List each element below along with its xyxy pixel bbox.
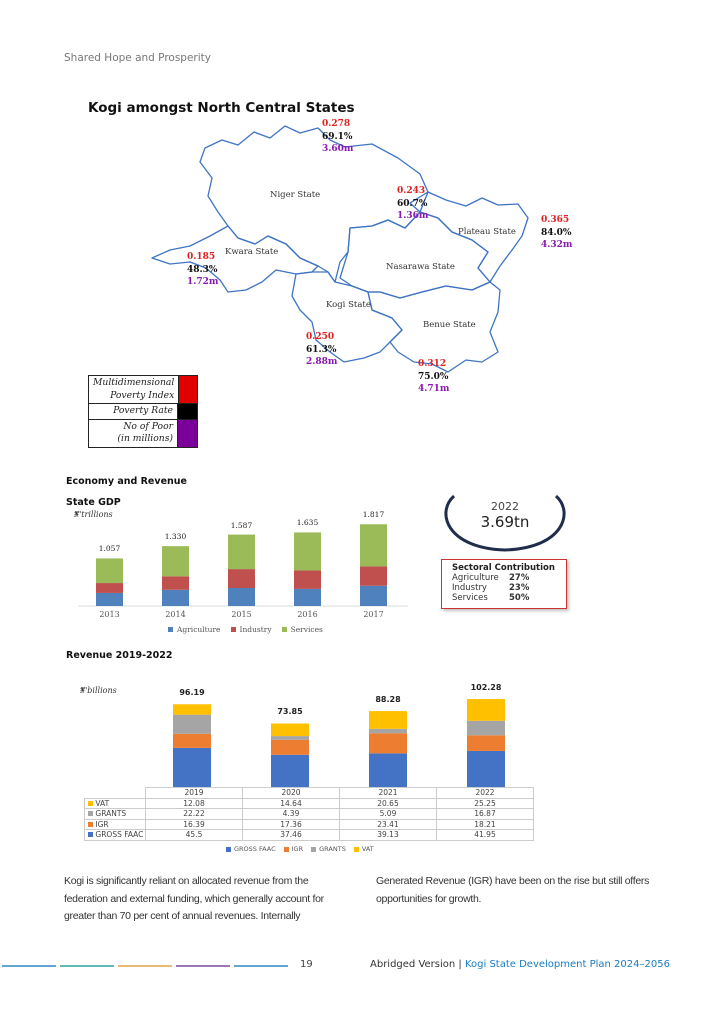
gdp-bar-agriculture-2017 xyxy=(360,586,387,606)
sector-row: Services 50% xyxy=(452,593,530,603)
nasarawa-state-label: Nasarawa State xyxy=(386,262,455,272)
revenue-bar-grants-2019 xyxy=(173,715,211,734)
kwara-state-outline xyxy=(152,226,318,292)
niger-state-outline xyxy=(200,126,428,282)
gdp-bar-industry-2015 xyxy=(228,569,255,588)
revenue-bar-gross-faac-2020 xyxy=(271,755,309,787)
revenue-bar-gross-faac-2022 xyxy=(467,751,505,787)
gdp-bar-services-2014 xyxy=(162,546,189,576)
gdp-total-label: 1.635 xyxy=(296,518,319,528)
economy-section-title: Economy and Revenue xyxy=(66,476,187,487)
table-row-gross-faac: GROSS FAAC 45.5 37.46 39.13 41.95 xyxy=(85,830,534,841)
gdp-bar-services-2016 xyxy=(294,532,321,570)
gdp-bar-industry-2016 xyxy=(294,570,321,588)
gdp-total-label: 1.587 xyxy=(230,520,253,530)
gdp-bar-industry-2017 xyxy=(360,566,387,585)
revenue-total-label: 73.85 xyxy=(277,707,303,717)
legend-swatch xyxy=(284,847,289,852)
revenue-bar-igr-2020 xyxy=(271,740,309,755)
table-header-cell: 2021 xyxy=(340,788,437,799)
legend-row-rate xyxy=(89,404,197,420)
revenue-total-label: 102.28 xyxy=(470,683,502,693)
gdp-total-label: 1.817 xyxy=(362,510,385,520)
revenue-data-table xyxy=(84,787,534,841)
table-header-cell: 2022 xyxy=(437,788,534,799)
gdp-year-tick: 2013 xyxy=(99,610,120,619)
revenue-bar-gross-faac-2021 xyxy=(369,753,407,787)
table-header-cell: 2020 xyxy=(243,788,340,799)
gdp-2022-year: 2022 xyxy=(491,500,519,513)
gdp-bar-industry-2014 xyxy=(162,576,189,590)
kogi-mpi: 0.250 xyxy=(306,332,335,342)
niger-rate: 69.1% xyxy=(322,131,353,142)
gdp-bar-services-2017 xyxy=(360,524,387,566)
benue-rate: 75.0% xyxy=(418,371,449,382)
revenue-bar-grants-2020 xyxy=(271,736,309,740)
legend-swatch xyxy=(88,832,93,837)
revenue-bar-igr-2019 xyxy=(173,734,211,748)
revenue-bar-vat-2021 xyxy=(369,711,407,729)
plateau-state-label: Plateau State xyxy=(458,227,516,237)
revenue-chart-title: Revenue 2019-2022 xyxy=(66,650,173,661)
gdp-bar-industry-2013 xyxy=(96,583,123,593)
revenue-bar-vat-2020 xyxy=(271,723,309,736)
gdp-bar-agriculture-2013 xyxy=(96,593,123,606)
legend-swatch xyxy=(168,627,173,632)
nasarawa-mpi: 0.243 xyxy=(397,186,426,196)
legend-label: Multidimensional Poverty Index xyxy=(93,377,175,401)
revenue-bar-vat-2019 xyxy=(173,704,211,714)
kwara-poor: 1.72m xyxy=(187,277,219,287)
map-title: Kogi amongst North Central States xyxy=(88,100,355,116)
nasarawa-state-outline xyxy=(340,212,490,298)
table-header-cell: 2019 xyxy=(146,788,243,799)
gdp-year-tick: 2015 xyxy=(231,610,252,619)
kogi-state-label: Kogi State xyxy=(326,300,371,310)
legend-row-poor xyxy=(89,420,197,447)
gdp-year-tick: 2014 xyxy=(165,610,186,619)
revenue-bar-gross-faac-2019 xyxy=(173,748,211,787)
revenue-total-label: 88.28 xyxy=(375,695,401,705)
footer-title: Abridged Version | Kogi State Development Plan 2024–2056 xyxy=(370,959,670,970)
kwara-rate: 48.3% xyxy=(187,264,218,275)
plateau-poor: 4.32m xyxy=(541,240,573,250)
nasarawa-poor: 1.36m xyxy=(397,211,429,221)
sector-row: Industry 23% xyxy=(452,583,530,593)
revenue-bar-igr-2022 xyxy=(467,735,505,751)
niger-mpi: 0.278 xyxy=(322,119,351,129)
footer-rule xyxy=(0,964,300,968)
table-row-vat: VAT 12.08 14.64 20.65 25.25 xyxy=(85,798,534,809)
benue-stats xyxy=(418,358,449,396)
gdp-bar-agriculture-2015 xyxy=(228,588,255,606)
niger-stats xyxy=(322,118,353,156)
plateau-stats xyxy=(541,214,572,252)
kogi-poor: 2.88m xyxy=(306,357,338,367)
benue-mpi: 0.312 xyxy=(418,359,447,369)
legend-swatch-red xyxy=(178,376,197,403)
running-head: Shared Hope and Prosperity xyxy=(64,52,211,64)
legend-swatch xyxy=(354,847,359,852)
gdp-chart-title: State GDP xyxy=(66,497,121,508)
legend-row-mpi xyxy=(89,376,197,404)
table-header-row xyxy=(85,788,534,799)
plateau-rate: 84.0% xyxy=(541,227,572,238)
legend-swatch xyxy=(311,847,316,852)
kogi-rate: 61.3% xyxy=(306,344,337,355)
sectoral-contribution-box xyxy=(441,559,567,609)
revenue-bar-grants-2021 xyxy=(369,729,407,733)
gdp-legend xyxy=(168,625,323,634)
gdp-2022-value: 3.69tn xyxy=(480,513,530,531)
sectoral-rows xyxy=(452,573,566,603)
nasarawa-stats xyxy=(397,185,428,223)
niger-state-label: Niger State xyxy=(270,190,321,200)
gdp-year-tick: 2016 xyxy=(297,610,318,619)
legend-swatch-purple xyxy=(177,420,197,447)
legend-swatch xyxy=(282,627,287,632)
legend-label: Poverty Rate xyxy=(113,405,173,416)
niger-poor: 3.60m xyxy=(322,144,354,154)
legend-services: Services xyxy=(290,625,323,634)
legend-label: No of Poor (in millions) xyxy=(117,420,173,444)
legend-swatch xyxy=(226,847,231,852)
legend-swatch xyxy=(88,822,93,827)
sectoral-title: Sectoral Contribution xyxy=(452,563,555,573)
plateau-mpi: 0.365 xyxy=(541,215,570,225)
gdp-unit-label: ₦'trillions xyxy=(74,510,113,519)
kogi-stats xyxy=(306,331,337,369)
legend-swatch-black xyxy=(177,404,197,419)
kwara-state-label: Kwara State xyxy=(225,247,279,257)
benue-poor: 4.71m xyxy=(418,384,450,394)
table-row-igr: IGR 16.39 17.36 23.41 18.21 xyxy=(85,819,534,830)
gdp-bar-agriculture-2014 xyxy=(162,590,189,606)
revenue-bar-vat-2022 xyxy=(467,699,505,721)
legend-swatch xyxy=(88,801,93,806)
gdp-total-label: 1.330 xyxy=(164,532,187,542)
body-text-col1: Kogi is significantly reliant on allocated revenue from the federation and external funding, which generally account for greater than 70 per cent of annual revenues. Internally xyxy=(64,875,324,922)
kwara-stats xyxy=(187,251,218,289)
legend-agriculture: Agriculture xyxy=(177,625,221,634)
map-legend xyxy=(88,375,198,448)
table-row-grants: GRANTS 22.22 4.39 5.09 16.87 xyxy=(85,809,534,820)
page-number: 19 xyxy=(300,959,313,970)
revenue-legend: GROSS FAAC IGR GRANTS VAT xyxy=(226,845,374,853)
gdp-bar-services-2015 xyxy=(228,535,255,570)
legend-swatch xyxy=(231,627,236,632)
nasarawa-rate: 60.7% xyxy=(397,198,428,209)
benue-state-label: Benue State xyxy=(423,320,476,330)
revenue-total-label: 96.19 xyxy=(179,688,205,698)
gdp-bar-services-2013 xyxy=(96,558,123,583)
legend-industry: Industry xyxy=(239,625,272,634)
revenue-bar-grants-2022 xyxy=(467,721,505,736)
gdp-total-label: 1.057 xyxy=(98,544,121,554)
revenue-bar-igr-2021 xyxy=(369,733,407,753)
revenue-unit-label: ₦'billions xyxy=(80,686,117,695)
gdp-year-tick: 2017 xyxy=(363,610,384,619)
legend-swatch xyxy=(88,811,93,816)
kwara-mpi: 0.185 xyxy=(187,252,216,262)
sector-row: Agriculture 27% xyxy=(452,573,530,583)
body-text-col2: Generated Revenue (IGR) have been on the rise but still offers opportunities for growth. xyxy=(376,875,650,905)
gdp-bar-agriculture-2016 xyxy=(294,589,321,606)
